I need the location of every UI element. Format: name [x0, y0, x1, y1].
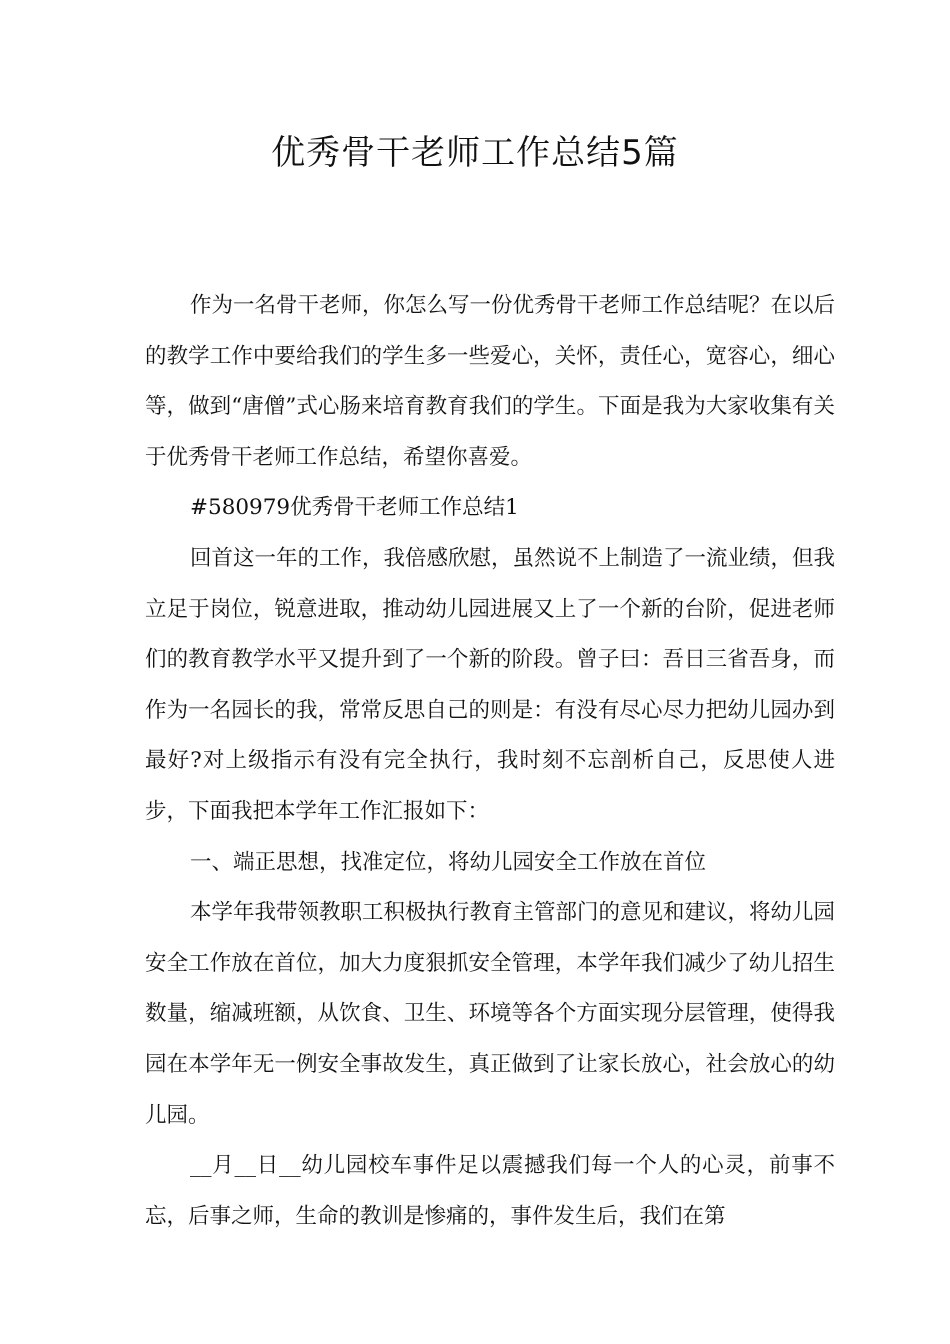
document-title: 优秀骨干老师工作总结5篇	[271, 133, 679, 173]
document-body	[145, 281, 835, 1242]
body-paragraph: 本学年我带领教职工积极执行教育主管部门的意见和建议，将幼儿园安全工作放在首位，加大力度狠抓安全管理，本学年我们减少了幼儿招生数量，缩减班额，从饮食、卫生、环境等各个方面实现分层管理，使得我园在本学年无一例安全事故发生，真正做到了让家长放心，社会放心的幼儿园。	[145, 900, 836, 1128]
section-heading-1: #580979优秀骨干老师工作总结1	[190, 495, 519, 521]
subheading-1: 一、端正思想，找准定位，将幼儿园安全工作放在首位	[190, 849, 707, 875]
intro-paragraph: 作为一名骨干老师，你怎么写一份优秀骨干老师工作总结呢？在以后的教学工作中要给我们的学生多一些爱心，关怀，责任心，宽容心，细心等，做到“唐僧”式心肠来培育教育我们的学生。下面是我为大家收集有关于优秀骨干老师工作总结，希望你喜爱。	[145, 293, 836, 470]
body-paragraph: __月__日__幼儿园校车事件足以震撼我们每一个人的心灵，前事不忘，后事之师，生命的教训是惨痛的，事件发生后，我们在第	[145, 1153, 835, 1229]
body-paragraph: 回首这一年的工作，我倍感欣慰，虽然说不上制造了一流业绩，但我立足于岗位，锐意进取，推动幼儿园进展又上了一个新的台阶，促进老师们的教育教学水平又提升到了一个新的阶段。曾子曰：吾日三省吾身，而作为一名园长的我，常常反思自己的则是：有没有尽心尽力把幼儿园办到最好?对上级指示有没有完全执行，我时刻不忘剖析自己，反思使人进步，下面我把本学年工作汇报如下：	[145, 545, 836, 824]
